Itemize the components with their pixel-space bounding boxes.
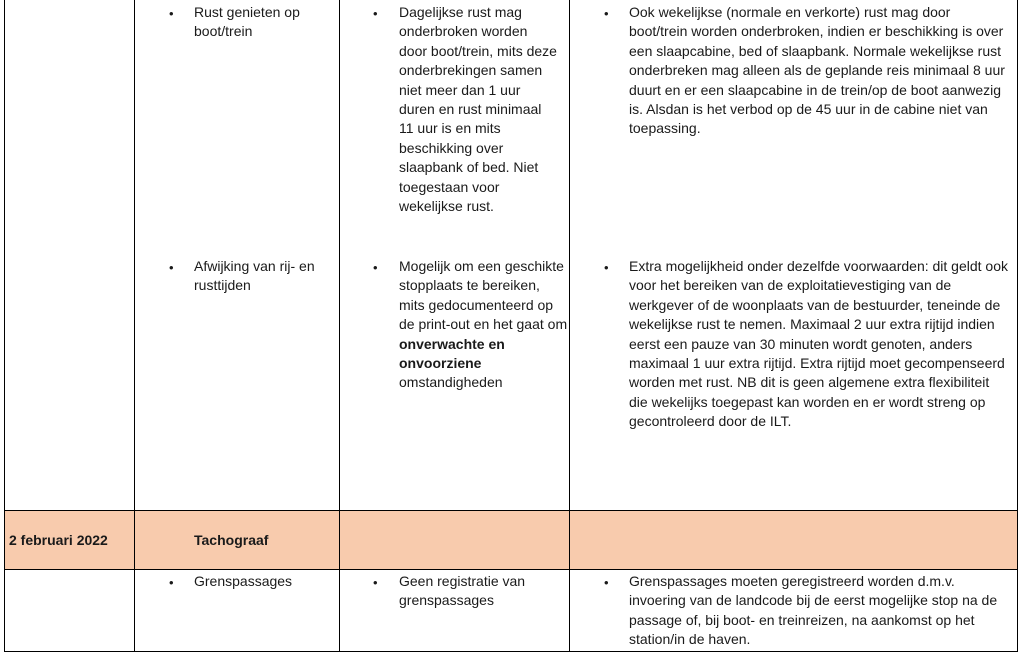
rule-emphasis: onverwachte en onvoorziene [399,335,505,372]
section-header-row [5,511,1017,569]
regulation-table [4,0,1018,652]
change-cell: Ook wekelijkse (normale en verkorte) rust mag door boot/trein worden onderbroken, indien er beschikking is over een slaapcabine, bed of slaapbank. Normale wekelijkse rust onderbreken mag alleen als de geplande reis minimaal 8 uur duurt en er een slaapcabine in de trein/op de boot aanwezig is. Alsdan is het verbod op de 45 uur in de cabine niet van toepassing. [629,4,1005,137]
bullet-icon: • [604,260,609,275]
row-divider [5,569,1017,570]
bullet-icon: • [373,575,378,590]
change-cell: Extra mogelijkheid onder dezelfde voorwaarden: dit geldt ook voor het bereiken van de exploitatievestiging van de werkgever of de woonplaats van de bestuurder, teneinde de wekelijkse rust te nemen. Maximaal 2 uur extra rijtijd indien eerst een pauze van 30 minuten wordt genoten, anders maximaal 1 uur extra rijtijd. Extra rijtijd moet gecompenseerd worden met rust. NB dit is geen algemene extra flexibiliteit die wekelijks toegepast kan worden en er wordt streng op gecontroleerd door de ILT. [629,258,1009,430]
bullet-icon: • [604,6,609,21]
subject-cell: Afwijking van rij- en rusttijden [194,258,315,294]
rule-text: Mogelijk om een geschikte stopplaats te bereiken, mits gedocumenteerd op de print-out en het gaat om [399,258,568,333]
row-divider [5,510,1017,511]
bullet-icon: • [373,260,378,275]
section-topic: Tachograaf [194,532,269,548]
bullet-icon: • [169,6,174,21]
current-rule-cell: Dagelijkse rust mag onderbroken worden door boot/trein, mits deze onderbrekingen samen niet meer dan 1 uur duren en rust minimaal 11 uur is en mits beschikking over slaapbank of bed. Niet toegestaan voor wekelijkse rust. [399,4,557,215]
bullet-icon: • [373,6,378,21]
subject-cell: Rust genieten op boot/trein [194,4,300,40]
column-divider [339,0,340,651]
change-cell: Grenspassages moeten geregistreerd worden d.m.v. invoering van de landcode bij de eerst mogelijke stop na de passage of, bij boot- en treinreizen, na aankomst op het station/in de haven. [629,573,998,648]
bullet-icon: • [604,575,609,590]
section-date: 2 februari 2022 [9,532,108,548]
column-divider [569,0,570,651]
column-divider [134,0,135,651]
bullet-icon: • [169,260,174,275]
current-rule-cell [399,257,569,393]
rule-text-end: omstandigheden [399,374,503,391]
subject-cell: Grenspassages [194,573,293,589]
bullet-icon: • [169,575,174,590]
current-rule-cell: Geen registratie van grenspassages [399,573,526,609]
